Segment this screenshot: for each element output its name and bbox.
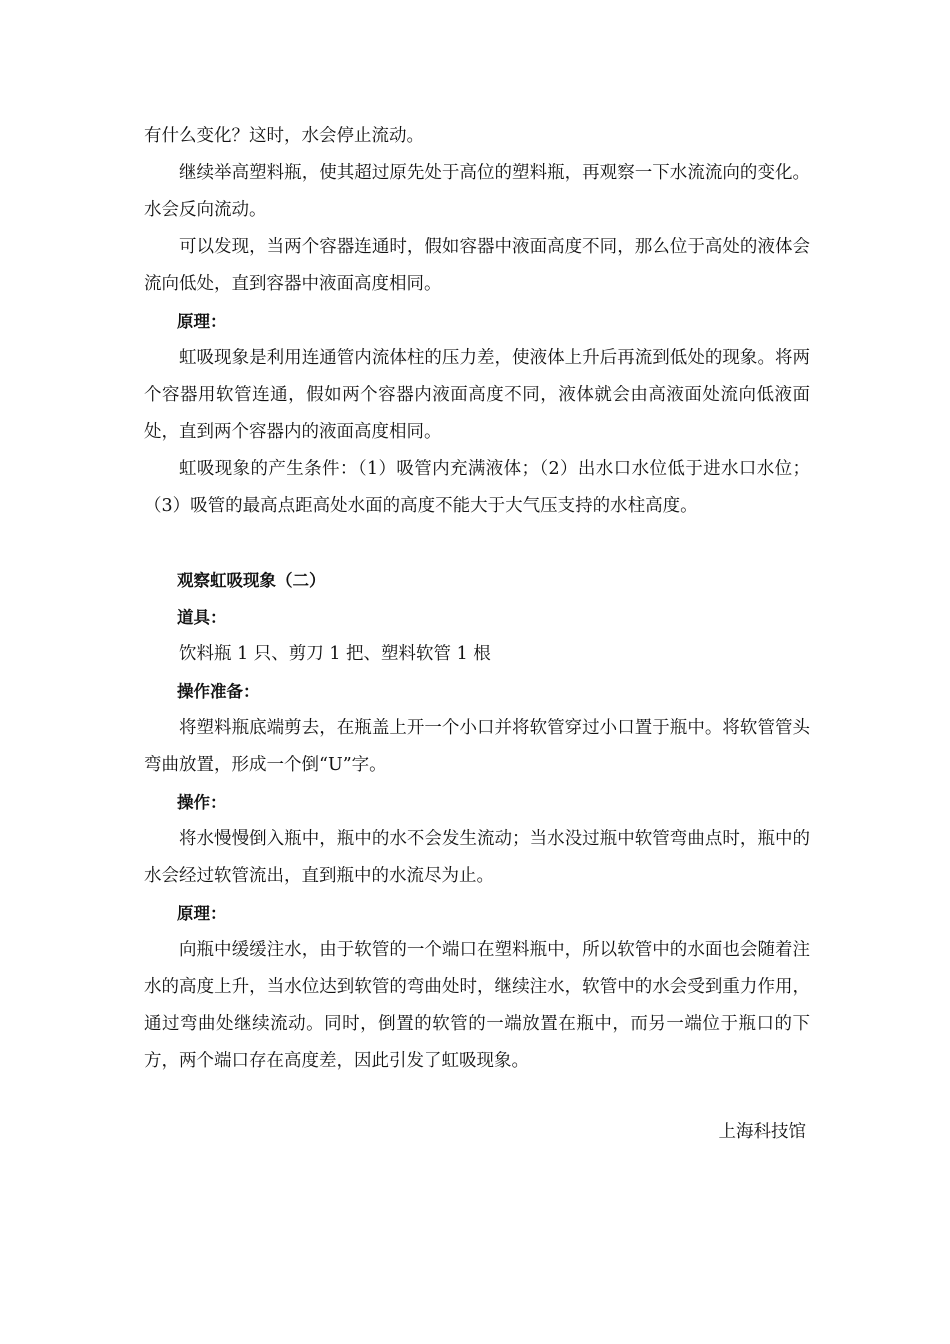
principle-paragraph-2: 虹吸现象的产生条件：（1）吸管内充满液体；（2）出水口水位低于进水口水位；（3）吸管的最高点距高处水面的高度不能大于大气压支持的水柱高度。 (144, 459, 810, 516)
paragraph-intro-2: 继续举高塑料瓶，使其超过原先处于高位的塑料瓶，再观察一下水流流向的变化。水会反向流动。 (144, 163, 810, 220)
section-title: 观察虹吸现象（二） (177, 571, 326, 590)
paragraph-intro-3: 可以发现，当两个容器连通时，假如容器中液面高度不同，那么位于高处的液体会流向低处，直到容器中液面高度相同。 (144, 237, 810, 294)
operation-heading: 操作： (177, 793, 227, 812)
principle-paragraph-1: 虹吸现象是利用连通管内流体柱的压力差，使液体上升后再流到低处的现象。将两个容器用软管连通，假如两个容器内液面高度不同，液体就会由高液面处流向低液面处，直到两个容器内的液面高度相同。 (144, 348, 810, 442)
props-text: 饮料瓶 1 只、剪刀 1 把、塑料软管 1 根 (179, 644, 491, 664)
signature: 上海科技馆 (718, 1122, 806, 1142)
section-spacer (144, 525, 810, 562)
document-body (144, 118, 810, 1151)
principle-heading-1: 原理： (177, 312, 227, 331)
principle-text-2: 向瓶中缓缓注水，由于软管的一个端口在塑料瓶中，所以软管中的水面也会随着注水的高度上升，当水位达到软管的弯曲处时，继续注水，软管中的水会受到重力作用，通过弯曲处继续流动。同时，倒置的软管的一端放置在瓶中，而另一端位于瓶口的下方，两个端口存在高度差，因此引发了虹吸现象。 (144, 940, 810, 1071)
prep-text: 将塑料瓶底端剪去，在瓶盖上开一个小口并将软管穿过小口置于瓶中。将软管管头弯曲放置，形成一个倒“U”字。 (144, 718, 810, 775)
operation-text: 将水慢慢倒入瓶中，瓶中的水不会发生流动；当水没过瓶中软管弯曲点时，瓶中的水会经过软管流出，直到瓶中的水流尽为止。 (144, 829, 810, 886)
prep-heading: 操作准备： (177, 682, 260, 701)
principle-heading-2: 原理： (177, 904, 227, 923)
props-heading: 道具： (177, 608, 227, 627)
paragraph-intro-continuation: 有什么变化？这时，水会停止流动。 (144, 126, 424, 146)
